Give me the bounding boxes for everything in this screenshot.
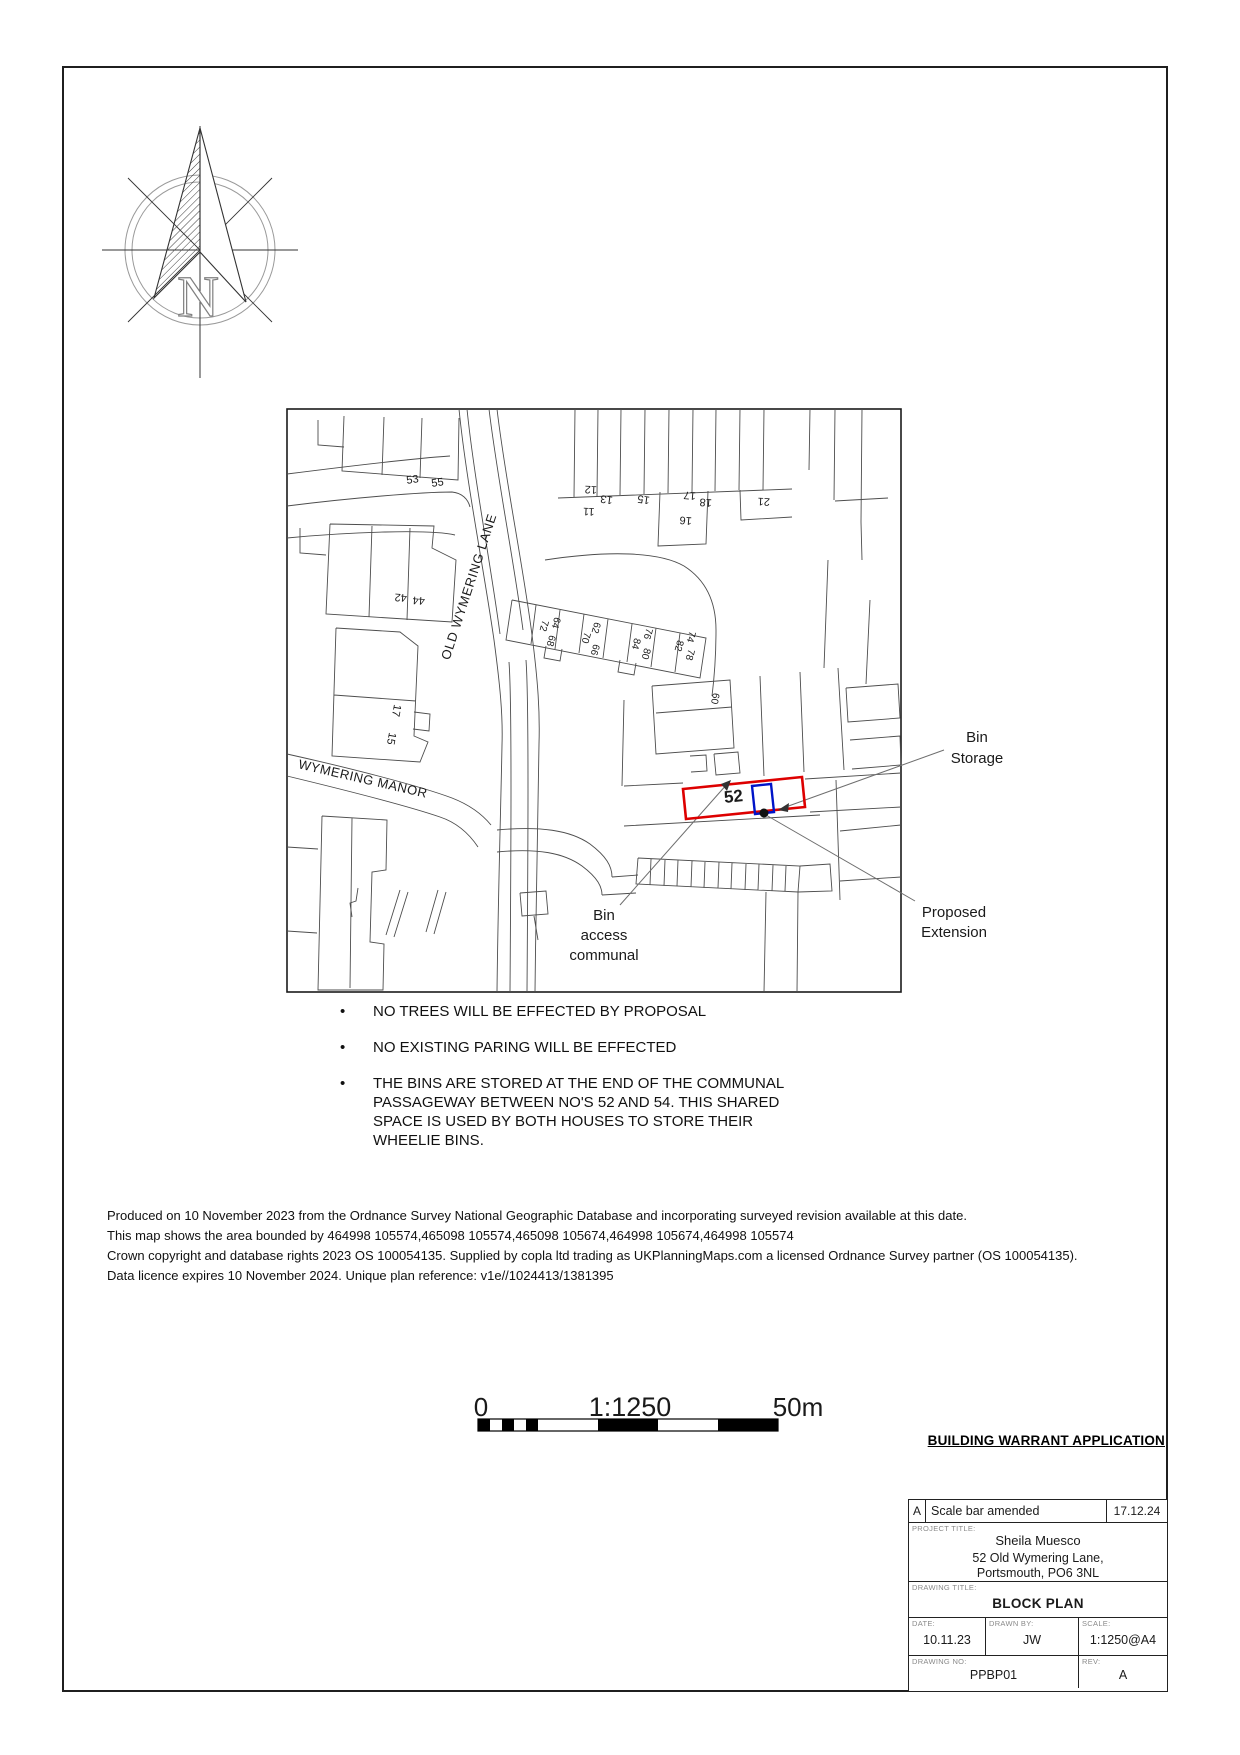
house-number: 18 (699, 495, 713, 509)
house-number: 76 (640, 626, 655, 641)
rev-cell (1079, 1656, 1167, 1688)
house-number: 74 (683, 629, 698, 644)
scale-cell (1079, 1618, 1167, 1655)
note-bins (340, 1074, 812, 1150)
house-number: 42 (394, 590, 408, 604)
map-area (287, 409, 944, 992)
drawing-no-label: DRAWING NO: (912, 1657, 967, 1666)
bullet-icon: • (340, 1003, 346, 1020)
copyright-line: Data licence expires 10 November 2024. Unique plan reference: v1e//1024413/1381395 (107, 1268, 614, 1283)
house-number: 12 (584, 482, 598, 496)
house-number: 44 (412, 593, 426, 607)
house-number: 64 (548, 615, 563, 630)
client-name: Sheila Muesco (995, 1533, 1081, 1548)
house-number: 55 (430, 476, 445, 490)
project-title-label: PROJECT TITLE: (912, 1524, 976, 1533)
scalebar-ratio-label: 1:1250 (588, 1392, 672, 1422)
drawing-no-cell (909, 1656, 1079, 1688)
drawn-by-cell (986, 1618, 1079, 1655)
bin-access-communal-label: Bin access communal (569, 907, 639, 964)
house-number: 17 (683, 488, 697, 502)
date-cell (909, 1618, 986, 1655)
house-number: 82 (671, 638, 686, 653)
project-title-cell (909, 1523, 1167, 1582)
bullet-icon: • (340, 1039, 346, 1056)
house-number: 70 (578, 630, 593, 645)
house-number: 84 (628, 636, 643, 651)
bin-storage-label: Bin Storage (950, 729, 1004, 767)
house-number: 80 (638, 646, 653, 661)
house-number: 72 (536, 618, 551, 633)
drawn-by-label: DRAWN BY: (989, 1619, 1034, 1628)
house-number: 62 (588, 620, 603, 635)
copyright-line: Crown copyright and database rights 2023 OS 100054135. Supplied by copla ltd trading as UKPlanningMaps.com a licensed Ordnance Survey partner (OS 100054135). (107, 1248, 1078, 1263)
rev-label: REV: (1082, 1657, 1101, 1666)
notes-list (340, 1002, 812, 1167)
house-number: 66 (587, 642, 602, 657)
scale-label: SCALE: (1082, 1619, 1111, 1628)
note-text: THE BINS ARE STORED AT THE END OF THE COMMUNAL PASSAGEWAY BETWEEN NO'S 52 AND 54. THIS SHARED SPACE IS USED BY BOTH HOUSES TO STORE THEIR WHEELIE BINS. (373, 1075, 784, 1149)
house-number: 60 (708, 692, 721, 705)
house-number: 17 (388, 703, 403, 718)
house-number: 68 (543, 633, 558, 648)
street-label-old-wymering-lane: OLD WYMERING LANE (437, 511, 500, 662)
revision-row (909, 1500, 1167, 1523)
revision-date: 17.12.24 (1106, 1500, 1167, 1522)
house-number: 13 (599, 492, 614, 506)
house-number: 11 (582, 504, 595, 518)
proposed-extension-label: Proposed Extension (921, 904, 987, 941)
house-number: 21 (757, 494, 771, 508)
scale-value: 1:1250@A4 (1089, 1633, 1157, 1647)
address-line: 52 Old Wymering Lane, (972, 1551, 1104, 1565)
drawing-no-row (909, 1656, 1167, 1688)
bin-storage-marker (760, 809, 769, 818)
bullet-icon: • (340, 1075, 346, 1092)
scalebar-zero-label: 0 (473, 1392, 489, 1422)
copyright-line: Produced on 10 November 2023 from the Ordnance Survey National Geographic Database and incorporating surveyed revision available at this date. (107, 1208, 967, 1223)
date-label: DATE: (912, 1619, 936, 1628)
street-label-wymering-manor: WYMERING MANOR (297, 756, 429, 801)
address-line: Portsmouth, PO6 3NL (976, 1566, 1100, 1580)
plot-52-label: 52 (723, 786, 744, 807)
house-number: 15 (383, 731, 398, 746)
drawn-by-value: JW (1022, 1633, 1042, 1647)
application-title: BUILDING WARRANT APPLICATION (927, 1433, 1165, 1448)
house-number: 53 (405, 473, 420, 487)
note-text: NO TREES WILL BE EFFECTED BY PROPOSAL (373, 1003, 707, 1020)
house-number: 78 (682, 647, 697, 662)
note-parking (340, 1038, 812, 1057)
house-number: 15 (636, 492, 651, 506)
copyright-line: This map shows the area bounded by 464998 105574,465098 105574,465098 105674,464998 105674,464998 105574 (107, 1228, 794, 1243)
north-letter: N (177, 264, 219, 329)
scalebar-length-label: 50m (772, 1392, 824, 1422)
revision-letter: A (909, 1500, 926, 1522)
north-compass-icon (102, 126, 298, 378)
drawing-title: BLOCK PLAN (992, 1596, 1084, 1611)
drawing-no-value: PPBP01 (969, 1668, 1018, 1682)
rev-value: A (1118, 1668, 1128, 1682)
copyright-block (107, 1206, 1147, 1286)
house-number: 16 (679, 513, 693, 527)
date-row (909, 1618, 1167, 1656)
drawing-title-cell (909, 1582, 1167, 1618)
title-block (908, 1499, 1168, 1692)
note-trees (340, 1002, 812, 1021)
revision-description: Scale bar amended (931, 1504, 1040, 1518)
date-value: 10.11.23 (923, 1633, 971, 1647)
drawing-title-label: DRAWING TITLE: (912, 1583, 977, 1592)
note-text: NO EXISTING PARING WILL BE EFFECTED (373, 1039, 677, 1056)
